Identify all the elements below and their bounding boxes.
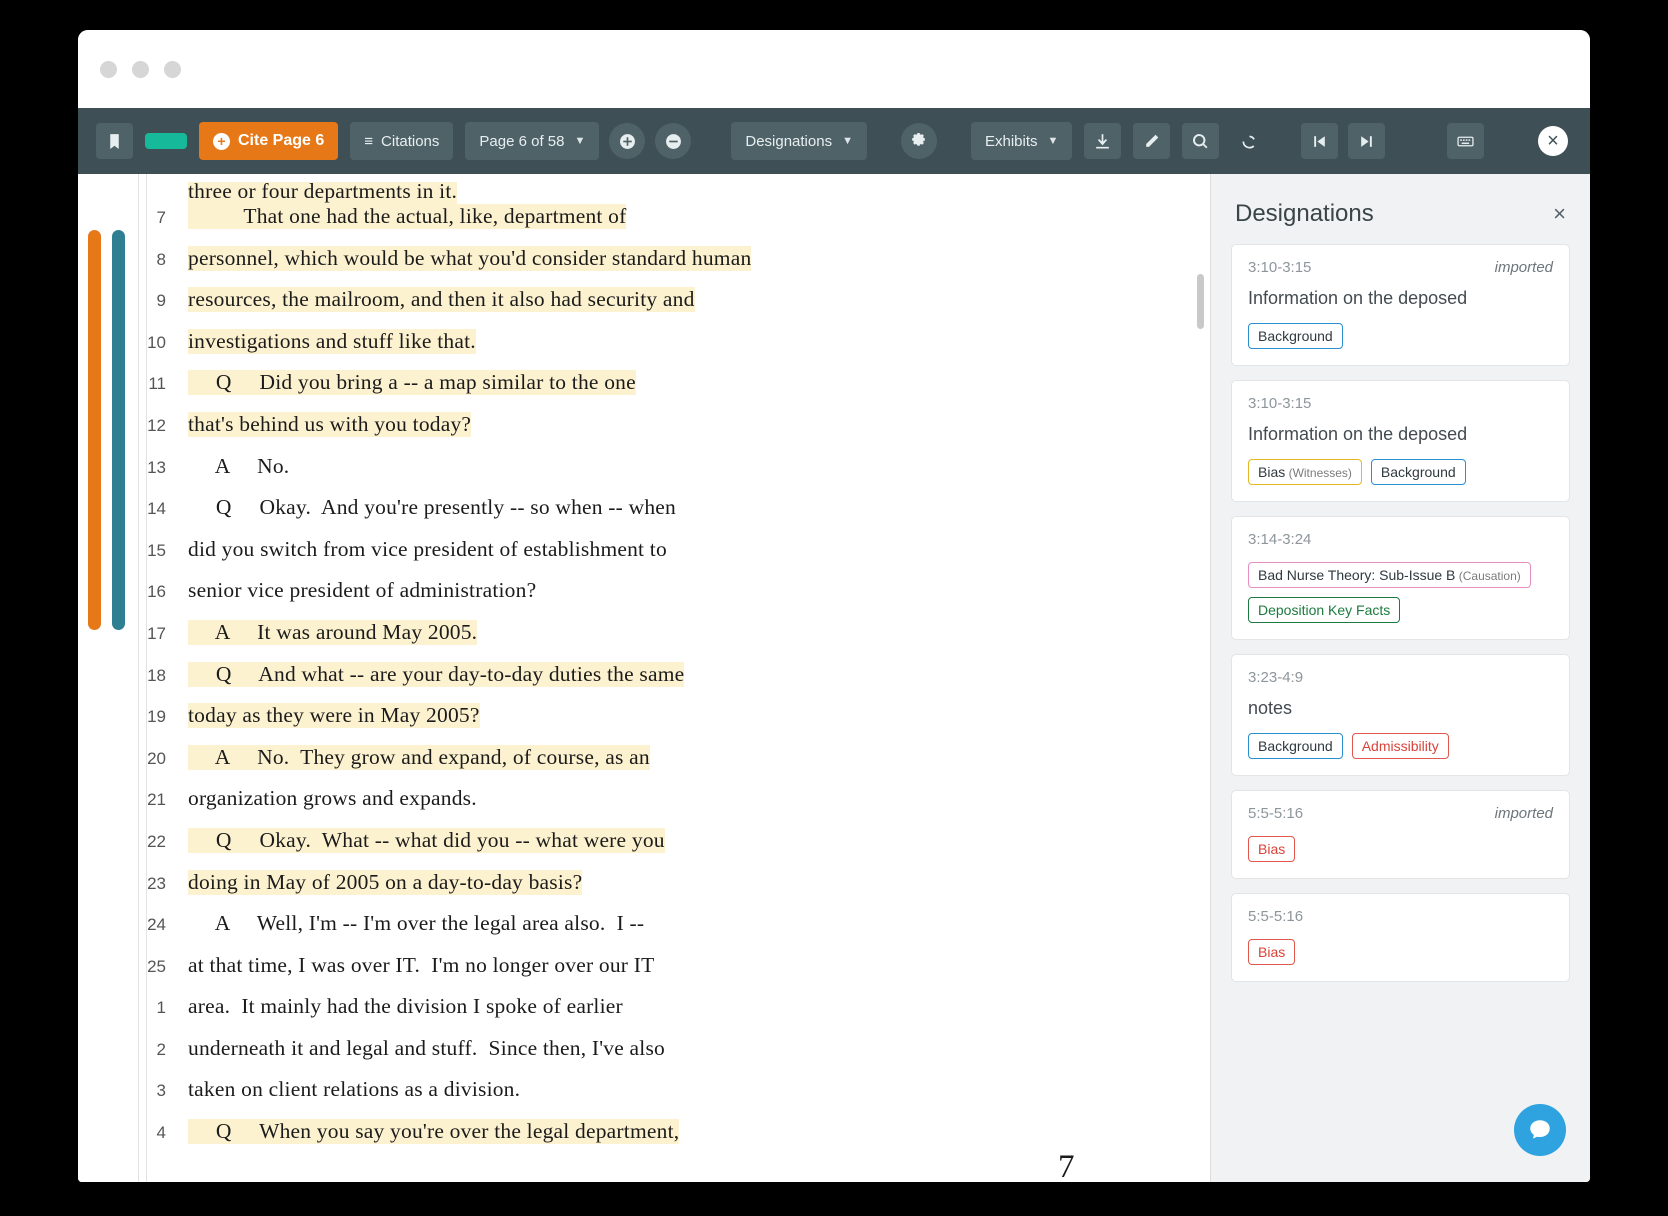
designation-tag-list bbox=[1248, 459, 1553, 485]
designation-card[interactable] bbox=[1231, 380, 1570, 502]
transcript-line-text: area. It mainly had the division I spoke of earlier bbox=[188, 994, 623, 1019]
citations-button[interactable] bbox=[350, 122, 453, 160]
designation-card[interactable] bbox=[1231, 790, 1570, 879]
transcript-line[interactable] bbox=[78, 745, 1210, 787]
transcript-line-number: 4 bbox=[156, 1123, 166, 1143]
download-icon[interactable] bbox=[1084, 123, 1121, 159]
transcript-line-text: Q Okay. What -- what did you -- what were you bbox=[188, 827, 665, 852]
designation-card[interactable] bbox=[1231, 244, 1570, 366]
zoom-out-button[interactable] bbox=[655, 123, 691, 159]
transcript-line-number: 17 bbox=[147, 623, 166, 643]
citations-label: Citations bbox=[381, 132, 440, 150]
designation-note: Information on the deposed bbox=[1248, 288, 1468, 308]
designations-panel-title: Designations bbox=[1235, 200, 1374, 227]
designation-tag-list bbox=[1248, 562, 1553, 623]
zoom-in-button[interactable] bbox=[609, 123, 645, 159]
designation-card[interactable] bbox=[1231, 893, 1570, 982]
designation-card-header bbox=[1248, 259, 1553, 276]
transcript-line-number: 11 bbox=[148, 374, 166, 394]
designation-note: Information on the deposed bbox=[1248, 424, 1468, 444]
chat-icon[interactable] bbox=[1514, 1104, 1566, 1156]
designation-citation: 3:10-3:15 bbox=[1248, 395, 1312, 412]
page-selector[interactable] bbox=[465, 122, 599, 160]
designation-status: imported bbox=[1494, 805, 1553, 822]
app-body bbox=[78, 174, 1590, 1182]
refresh-icon[interactable] bbox=[1231, 123, 1267, 159]
transcript-line-number: 15 bbox=[147, 540, 166, 560]
transcript-line-number: 3 bbox=[156, 1081, 166, 1101]
transcript-line[interactable] bbox=[78, 994, 1210, 1036]
designation-card-header bbox=[1248, 805, 1553, 822]
status-indicator bbox=[145, 133, 187, 149]
window-close-dot[interactable] bbox=[100, 61, 117, 78]
designation-card-list bbox=[1211, 244, 1590, 982]
designations-dropdown[interactable] bbox=[731, 122, 867, 160]
chevron-down-icon: ▼ bbox=[574, 135, 586, 147]
transcript-line-text: A It was around May 2005. bbox=[188, 619, 478, 644]
transcript-line-text: Q When you say you're over the legal department, bbox=[188, 1119, 680, 1144]
designation-tag[interactable]: Deposition Key Facts bbox=[1248, 597, 1400, 623]
transcript-line[interactable] bbox=[78, 537, 1210, 579]
last-page-icon[interactable] bbox=[1348, 123, 1385, 159]
designation-tag[interactable]: Bias bbox=[1248, 939, 1295, 965]
designation-status: imported bbox=[1494, 259, 1553, 276]
page-selector-label: Page 6 of 58 bbox=[479, 132, 565, 150]
first-page-icon[interactable] bbox=[1301, 123, 1338, 159]
pencil-icon[interactable] bbox=[1133, 123, 1170, 159]
window-minimize-dot[interactable] bbox=[132, 61, 149, 78]
transcript-line-text: organization grows and expands. bbox=[188, 786, 477, 811]
transcript-line-number: 20 bbox=[147, 748, 166, 768]
transcript-line[interactable] bbox=[78, 412, 1210, 454]
transcript-line[interactable] bbox=[78, 870, 1210, 912]
transcript-line-text: senior vice president of administration? bbox=[188, 578, 537, 603]
transcript-line-text: personnel, which would be what you'd consider standard human bbox=[188, 245, 752, 270]
transcript-line[interactable] bbox=[78, 287, 1210, 329]
transcript-line-number: 22 bbox=[147, 831, 166, 851]
close-icon[interactable]: × bbox=[1553, 201, 1566, 226]
designation-citation: 3:10-3:15 bbox=[1248, 259, 1312, 276]
transcript-line-text: at that time, I was over IT. I'm no longer over our IT bbox=[188, 952, 655, 977]
transcript-line-text: resources, the mailroom, and then it also had security and bbox=[188, 287, 695, 312]
transcript-line-text: Q Did you bring a -- a map similar to the one bbox=[188, 370, 636, 395]
designation-tag[interactable]: Background bbox=[1371, 459, 1466, 485]
transcript-line[interactable] bbox=[78, 1036, 1210, 1078]
transcript-line[interactable] bbox=[78, 1077, 1210, 1119]
designation-tag[interactable]: Bias (Witnesses) bbox=[1248, 459, 1362, 485]
transcript-line[interactable] bbox=[78, 786, 1210, 828]
transcript-line-number: 18 bbox=[147, 665, 166, 685]
designation-card-header bbox=[1248, 908, 1553, 925]
transcript-line-text: taken on client relations as a division. bbox=[188, 1077, 521, 1102]
transcript-scrollbar[interactable] bbox=[1197, 274, 1204, 329]
app-window bbox=[78, 30, 1590, 1182]
keyboard-icon[interactable] bbox=[1447, 123, 1484, 159]
exhibits-dropdown[interactable] bbox=[971, 122, 1072, 160]
transcript-line[interactable] bbox=[78, 204, 1210, 246]
gear-icon[interactable] bbox=[901, 123, 937, 159]
designations-dropdown-label: Designations bbox=[745, 132, 833, 150]
list-icon: ≡ bbox=[364, 132, 374, 150]
transcript-line-number: 7 bbox=[156, 208, 166, 227]
page-step-group bbox=[1301, 123, 1385, 159]
transcript-line-number: 25 bbox=[147, 956, 166, 976]
transcript-line[interactable] bbox=[78, 703, 1210, 745]
transcript-line[interactable] bbox=[78, 911, 1210, 953]
transcript-line-number: 13 bbox=[147, 457, 166, 477]
chevron-down-icon: ▼ bbox=[842, 135, 853, 147]
transcript-line-number: 1 bbox=[156, 998, 166, 1018]
designation-tag-list bbox=[1248, 733, 1553, 759]
transcript-line-number: 12 bbox=[147, 415, 166, 435]
designation-tag-sublabel: (Causation) bbox=[1455, 569, 1521, 583]
designations-panel-header bbox=[1211, 174, 1590, 244]
transcript-line-text: A No. They grow and expand, of course, as an bbox=[188, 744, 650, 769]
window-maximize-dot[interactable] bbox=[164, 61, 181, 78]
main-toolbar bbox=[78, 108, 1590, 174]
transcript-line-number: 19 bbox=[147, 707, 166, 727]
cite-page-button[interactable] bbox=[199, 122, 338, 160]
transcript-line-text: today as they were in May 2005? bbox=[188, 703, 480, 728]
transcript-line[interactable] bbox=[78, 454, 1210, 496]
designation-tag[interactable]: Background bbox=[1248, 733, 1343, 759]
transcript-lines bbox=[78, 174, 1210, 1182]
designation-card[interactable] bbox=[1231, 654, 1570, 776]
transcript-line-number: 10 bbox=[147, 332, 166, 352]
transcript-line-number: 23 bbox=[147, 873, 166, 893]
designation-tag[interactable]: Background bbox=[1248, 323, 1343, 349]
transcript-line[interactable] bbox=[78, 495, 1210, 537]
designation-citation: 5:5-5:16 bbox=[1248, 908, 1304, 925]
transcript-line[interactable] bbox=[78, 578, 1210, 620]
cite-page-label: Cite Page 6 bbox=[238, 132, 325, 149]
transcript-line-number: 24 bbox=[147, 915, 166, 935]
window-titlebar bbox=[78, 30, 1590, 108]
transcript-line[interactable] bbox=[78, 620, 1210, 662]
transcript-line[interactable] bbox=[78, 1119, 1210, 1161]
page-nav-group bbox=[465, 122, 691, 160]
transcript-line[interactable] bbox=[78, 953, 1210, 995]
designation-tag-sublabel: (Witnesses) bbox=[1285, 466, 1352, 480]
transcript-line-text: Q Okay. And you're presently -- so when -- when bbox=[188, 495, 676, 520]
transcript-line[interactable] bbox=[78, 246, 1210, 288]
transcript-line-number: 21 bbox=[147, 790, 166, 810]
designation-tag[interactable]: Bad Nurse Theory: Sub-Issue B (Causation) bbox=[1248, 562, 1531, 588]
designation-tag-list bbox=[1248, 323, 1553, 349]
search-icon[interactable] bbox=[1182, 123, 1219, 159]
transcript-line[interactable] bbox=[78, 662, 1210, 704]
transcript-line-number: 16 bbox=[147, 582, 166, 602]
close-icon[interactable]: × bbox=[1538, 126, 1568, 156]
transcript-line-text: did you switch from vice president of establishment to bbox=[188, 536, 667, 561]
transcript-line-text: Q And what -- are your day-to-day duties the same bbox=[188, 661, 685, 686]
transcript-line[interactable] bbox=[78, 370, 1210, 412]
designation-card-header bbox=[1248, 669, 1553, 686]
transcript-line-text: A No. bbox=[188, 453, 290, 478]
chevron-down-icon: ▼ bbox=[1047, 135, 1059, 147]
transcript-line-number: 9 bbox=[156, 291, 166, 311]
exhibits-label: Exhibits bbox=[984, 132, 1038, 150]
designation-citation: 5:5-5:16 bbox=[1248, 805, 1304, 822]
designation-note: notes bbox=[1248, 698, 1293, 718]
transcript-line-number: 14 bbox=[147, 499, 166, 519]
designation-tag[interactable]: Admissibility bbox=[1352, 733, 1449, 759]
bookmark-icon[interactable] bbox=[96, 123, 133, 159]
transcript-line-text: three or four departments in it. bbox=[188, 182, 457, 204]
transcript-line-number: 2 bbox=[156, 1039, 166, 1059]
transcript-line[interactable] bbox=[78, 828, 1210, 870]
transcript-page-number: 7 bbox=[1058, 1149, 1075, 1182]
transcript-line[interactable] bbox=[78, 182, 1210, 204]
designation-tag-list bbox=[1248, 939, 1553, 965]
designations-panel bbox=[1210, 174, 1590, 1182]
transcript-line-text: That one had the actual, like, department of bbox=[188, 204, 627, 228]
transcript-line-text: investigations and stuff like that. bbox=[188, 328, 476, 353]
transcript-line-text: underneath it and legal and stuff. Since then, I've also bbox=[188, 1035, 665, 1060]
designation-card-header bbox=[1248, 531, 1553, 548]
transcript-line-number: 8 bbox=[156, 249, 166, 269]
designation-tag[interactable]: Bias bbox=[1248, 836, 1295, 862]
designation-citation: 3:14-3:24 bbox=[1248, 531, 1312, 548]
plus-icon: + bbox=[213, 133, 230, 150]
designation-card-header bbox=[1248, 395, 1553, 412]
designation-tag-list bbox=[1248, 836, 1553, 862]
transcript-line[interactable] bbox=[78, 329, 1210, 371]
transcript-pane[interactable] bbox=[78, 174, 1210, 1182]
designation-citation: 3:23-4:9 bbox=[1248, 669, 1304, 686]
transcript-line-text: doing in May of 2005 on a day-to-day basis? bbox=[188, 869, 583, 894]
designation-card[interactable] bbox=[1231, 516, 1570, 640]
transcript-line-text: that's behind us with you today? bbox=[188, 411, 472, 436]
transcript-line-text: A Well, I'm -- I'm over the legal area also. I -- bbox=[188, 911, 645, 936]
